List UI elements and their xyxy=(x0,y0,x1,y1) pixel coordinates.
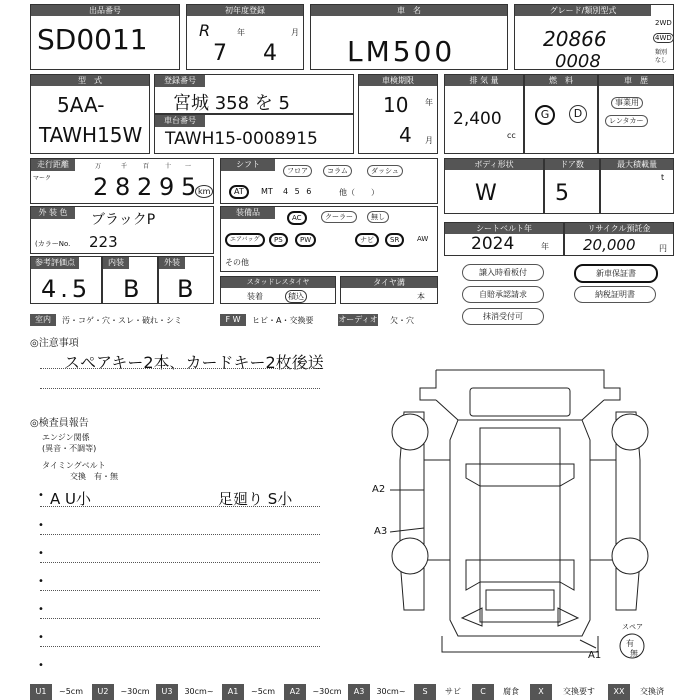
displacement-unit: cc xyxy=(507,131,516,140)
displacement-value: 2,400 xyxy=(453,109,502,129)
damage-a1: A1 xyxy=(588,650,602,661)
reg-era: R xyxy=(199,21,211,40)
plate-label: 登録番号 xyxy=(155,75,205,87)
report-rule xyxy=(40,506,320,507)
grade-line2: 0008 xyxy=(555,51,601,72)
seatbelt-unit: 年 xyxy=(541,242,549,251)
fuel-label: 燃 料 xyxy=(525,75,597,86)
inspection-box xyxy=(358,74,438,154)
equip-sr: SR xyxy=(385,233,404,247)
reg-month-value: 4 xyxy=(263,41,277,66)
drive-4wd: 4WD xyxy=(655,34,672,42)
spare-value: 有 xyxy=(626,639,634,648)
mileage-mark: マーク xyxy=(33,175,52,182)
equip-aw: AW xyxy=(417,235,429,243)
doc-warranty: 新車保証書 xyxy=(574,264,658,283)
reg-year-unit: 年 xyxy=(237,28,245,37)
shift-other: 他（ ） xyxy=(339,188,379,197)
color-box xyxy=(30,206,214,254)
chassis-label: 車台番号 xyxy=(155,115,205,127)
legend-value: ~30cm xyxy=(120,687,150,696)
car-diagram xyxy=(370,360,670,660)
lot-box xyxy=(30,4,180,70)
reg-month-unit: 月 xyxy=(291,28,299,37)
spare-tire-label: スタッドレスタイヤ xyxy=(221,277,335,288)
score-label: 参考評価点 xyxy=(31,257,79,269)
legend-key: X xyxy=(530,684,552,700)
spare-tire-box xyxy=(220,276,336,304)
notes-line1: スペアキー2本、カードキー2枚後送 xyxy=(64,353,324,372)
legend-value: 交換要す xyxy=(563,687,595,696)
reg-year-label: 初年度登録 xyxy=(187,5,303,16)
history-business: 事業用 xyxy=(611,97,643,109)
report-item1: A U小 xyxy=(50,490,92,508)
report-engine: エンジン関係 xyxy=(42,433,90,442)
bullet: • xyxy=(38,632,44,643)
car-name-box xyxy=(310,4,508,70)
equipment-box xyxy=(220,206,438,272)
interior-label: 内装 xyxy=(103,257,129,269)
notes-title: ◎注意事項 xyxy=(30,338,79,349)
bullet: • xyxy=(38,604,44,615)
seatbelt-box xyxy=(444,222,564,256)
reg-year-value: 7 xyxy=(213,41,227,66)
spare-tire-opt1: 装着 xyxy=(247,292,263,301)
mileage-box xyxy=(30,158,214,204)
interior-box xyxy=(102,256,158,304)
shift-dash: ダッシュ xyxy=(367,165,403,177)
car-name-label: 車 名 xyxy=(311,5,507,16)
model-line2: TAWH15W xyxy=(39,123,143,147)
equip-none: 無し xyxy=(367,211,389,223)
docs-box xyxy=(444,258,674,324)
shift-floor: フロア xyxy=(283,165,312,177)
doors-value: 5 xyxy=(555,181,569,206)
history-box xyxy=(598,74,674,154)
legend-key: A1 xyxy=(222,684,244,700)
model-box xyxy=(30,74,150,154)
car-name-value: LM500 xyxy=(347,35,456,68)
score-value: 4.5 xyxy=(41,275,92,303)
history-label: 車 歴 xyxy=(599,75,673,86)
interior-value: B xyxy=(123,275,140,303)
exterior-box xyxy=(158,256,214,304)
report-timing-sub: 交換 有・無 xyxy=(70,472,118,481)
bullet: • xyxy=(38,548,44,559)
interior-row-label: 室内 xyxy=(30,314,56,326)
exterior-label: 外装 xyxy=(159,257,185,269)
history-rental: レンタカー xyxy=(605,115,648,127)
legend-value: ~30cm xyxy=(312,687,342,696)
legend-key: C xyxy=(472,684,494,700)
bullet: • xyxy=(38,576,44,587)
report-rule xyxy=(40,618,320,619)
recycle-box xyxy=(564,222,674,256)
report-rule xyxy=(40,534,320,535)
legend-key: U2 xyxy=(92,684,114,700)
mileage-unit-10: 十 xyxy=(165,163,172,170)
recycle-label: リサイクル預託金 xyxy=(565,223,673,234)
load-label: 最大積載量 xyxy=(601,159,673,170)
inspection-year: 10 xyxy=(383,93,409,117)
recycle-value: 20,000 xyxy=(583,236,636,254)
tire-unit: 本 xyxy=(417,292,425,301)
doc-tax: 納税証明書 xyxy=(574,286,656,303)
notes-rule xyxy=(40,388,320,389)
mileage-label: 走行距離 xyxy=(31,159,75,171)
legend-value: 腐食 xyxy=(503,687,519,696)
exterior-value: B xyxy=(177,275,194,303)
legend-bar xyxy=(0,684,700,700)
doors-label: ドア数 xyxy=(545,159,599,170)
doc-sign: 譲入時看板付 xyxy=(462,264,544,281)
fw-label: F W xyxy=(220,314,246,326)
mileage-unit-100: 百 xyxy=(143,163,150,170)
doc-cancel: 抹消受付可 xyxy=(462,308,544,325)
equip-cooler: クーラー xyxy=(321,211,357,223)
fuel-box xyxy=(524,74,598,154)
interior-row-text: 汚・コゲ・穴・スレ・破れ・シミ xyxy=(62,316,182,325)
color-code: 223 xyxy=(89,233,118,251)
mileage-digit: 2 xyxy=(93,173,109,201)
legend-value: 交換済 xyxy=(640,687,664,696)
color-label: 外 装 色 xyxy=(31,207,75,219)
fuel-g: G xyxy=(535,105,555,125)
displacement-label: 排 気 量 xyxy=(445,75,523,86)
seatbelt-value: 2024 xyxy=(471,234,515,254)
legend-value: サビ xyxy=(445,687,461,696)
reg-year-box xyxy=(186,4,304,70)
legend-value: 30cm~ xyxy=(184,687,214,696)
report-title: ◎検査員報告 xyxy=(30,418,89,429)
recycle-unit: 円 xyxy=(659,244,667,253)
damage-a2: A2 xyxy=(372,484,386,495)
report-timing: タイミングベルト xyxy=(42,461,106,470)
inspection-year-unit: 年 xyxy=(425,98,433,107)
equip-ac: AC xyxy=(287,211,307,225)
audio-label: オーディオ xyxy=(338,315,378,324)
mileage-digit: 9 xyxy=(159,173,175,201)
color-value: ブラックP xyxy=(91,212,156,228)
legend-key: XX xyxy=(608,684,630,700)
equip-other: その他 xyxy=(225,258,249,267)
mileage-digit: 5 xyxy=(181,173,197,201)
plate-box xyxy=(154,74,354,114)
legend-value: ~5cm xyxy=(251,687,275,696)
bullet: • xyxy=(38,490,44,501)
report-engine-sub: (異音・不調等) xyxy=(42,444,97,453)
shift-box xyxy=(220,158,438,204)
mileage-unit-1k: 千 xyxy=(121,163,128,170)
legend-key: U3 xyxy=(156,684,178,700)
inspection-month: 4 xyxy=(399,123,412,147)
tire-label: タイヤ溝 xyxy=(341,277,437,288)
spare-label: スペア xyxy=(622,623,643,631)
grade-box xyxy=(514,4,674,70)
report-item2: 足廻り S小 xyxy=(218,490,293,508)
legend-key: A2 xyxy=(284,684,306,700)
shift-mt: MT xyxy=(261,187,273,196)
doors-box xyxy=(544,158,600,214)
plate-value: 宮城 358 を 5 xyxy=(173,93,290,114)
shift-label: シフト xyxy=(221,159,275,171)
legend-key: S xyxy=(414,684,436,700)
equip-airbag: エアバッグ xyxy=(225,233,265,247)
mileage-unit-1: 一 xyxy=(185,163,192,170)
legend-value: 30cm~ xyxy=(376,687,406,696)
mileage-digit: 8 xyxy=(115,173,131,201)
chassis-value: TAWH15-0008915 xyxy=(165,129,318,149)
bullet: • xyxy=(38,520,44,531)
notes-rule xyxy=(40,368,320,369)
lot-number: SD0011 xyxy=(37,23,148,56)
load-unit: t xyxy=(661,173,665,182)
mileage-unit-10k: 万 xyxy=(95,163,102,170)
drive-2wd: 2WD xyxy=(655,19,672,27)
legend-value: ~5cm xyxy=(59,687,83,696)
body-value: W xyxy=(475,181,497,206)
audio-text: 欠・穴 xyxy=(390,316,414,325)
color-code-label: (カラーNo. xyxy=(35,240,71,248)
report-rule xyxy=(40,590,320,591)
spare-value2: 無 xyxy=(630,649,638,658)
shift-at: AT xyxy=(229,185,249,199)
mileage-digits xyxy=(77,163,197,203)
report-rule xyxy=(40,562,320,563)
displacement-box xyxy=(444,74,524,154)
inspection-month-unit: 月 xyxy=(425,136,433,145)
legend-key: U1 xyxy=(30,684,52,700)
chassis-box xyxy=(154,114,354,154)
legend-key: A3 xyxy=(348,684,370,700)
mileage-digit: 2 xyxy=(137,173,153,201)
condition-row xyxy=(30,312,440,328)
body-label: ボディ形状 xyxy=(445,159,543,170)
inspection-label: 車検期限 xyxy=(359,75,437,86)
grade-line1: 20866 xyxy=(543,27,607,51)
seatbelt-label: シートベルト年 xyxy=(445,223,563,234)
report-rule xyxy=(40,646,320,647)
shift-gears: 4 5 6 xyxy=(283,187,314,196)
equip-navi: ナビ xyxy=(355,233,379,247)
drive-none: 類別なし xyxy=(655,49,668,64)
model-label: 型 式 xyxy=(31,75,149,86)
mileage-unit: km xyxy=(195,185,213,198)
load-box xyxy=(600,158,674,214)
body-box xyxy=(444,158,544,214)
model-line1: 5AA- xyxy=(57,93,105,117)
spare-tire-opt2: 積込 xyxy=(285,290,307,303)
doc-insurance: 自賠承認請求 xyxy=(462,286,544,303)
tire-box xyxy=(340,276,438,304)
shift-column: コラム xyxy=(323,165,352,177)
bullet: • xyxy=(38,660,44,671)
equip-ps: PS xyxy=(269,233,288,247)
lot-label: 出品番号 xyxy=(31,5,179,16)
fw-text: ヒビ・A・交換要 xyxy=(252,316,314,325)
score-box xyxy=(30,256,102,304)
grade-label: グレード/類別型式 xyxy=(515,5,651,16)
equipment-label: 装備品 xyxy=(221,207,275,219)
damage-a3: A3 xyxy=(374,526,388,537)
fuel-d: D xyxy=(569,105,587,123)
equip-pw: PW xyxy=(295,233,316,247)
